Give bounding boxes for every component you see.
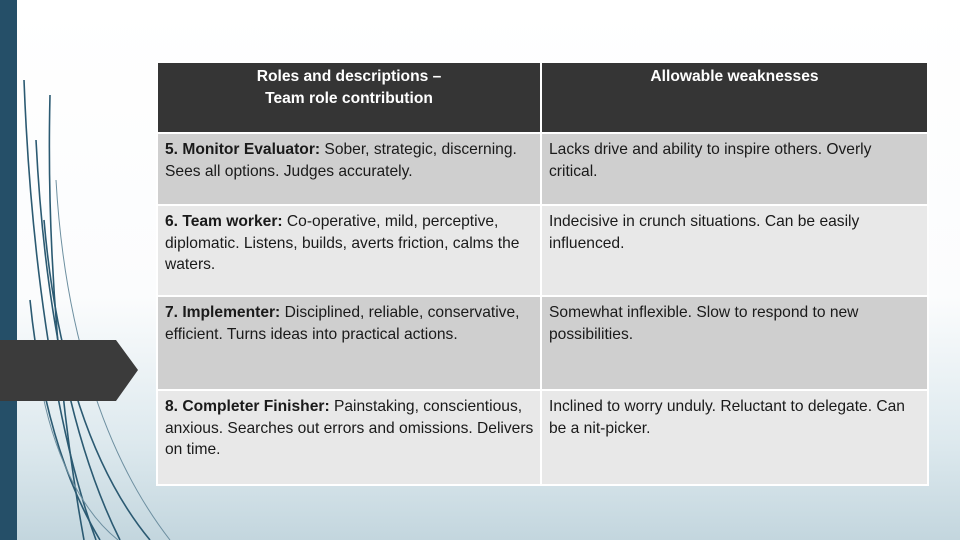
team-roles-table	[156, 61, 929, 486]
table-row	[157, 390, 928, 485]
role-name: 8. Completer Finisher:	[165, 398, 330, 415]
role-description: Painstaking, conscientious, anxious. Searches out errors and omissions. Delivers on time.	[165, 398, 534, 458]
weakness-cell: Indecisive in crunch situations. Can be easily influenced.	[541, 205, 928, 296]
weakness-cell: Inclined to worry unduly. Reluctant to delegate. Can be a nit-picker.	[541, 390, 928, 485]
header-weaknesses: Allowable weaknesses	[541, 62, 928, 133]
weakness-cell: Lacks drive and ability to inspire others. Overly critical.	[541, 133, 928, 205]
decorative-arrow-tab	[0, 340, 138, 401]
role-cell	[157, 390, 541, 485]
role-name: 5. Monitor Evaluator:	[165, 141, 321, 158]
table-header-row	[157, 62, 928, 133]
role-name: 6. Team worker:	[165, 213, 283, 230]
weakness-cell: Somewhat inflexible. Slow to respond to new possibilities.	[541, 296, 928, 390]
table-row	[157, 205, 928, 296]
role-description: Sober, strategic, discerning. Sees all options. Judges accurately.	[165, 141, 517, 180]
role-cell	[157, 133, 541, 205]
role-cell	[157, 205, 541, 296]
table-row	[157, 133, 928, 205]
role-description: Co-operative, mild, perceptive, diplomatic. Listens, builds, averts friction, calms the waters.	[165, 213, 520, 273]
role-cell	[157, 296, 541, 390]
role-name: 7. Implementer:	[165, 304, 281, 321]
header-roles: Roles and descriptions – Team role contribution	[157, 62, 541, 133]
role-description: Disciplined, reliable, conservative, efficient. Turns ideas into practical actions.	[165, 304, 520, 343]
table-row	[157, 296, 928, 390]
